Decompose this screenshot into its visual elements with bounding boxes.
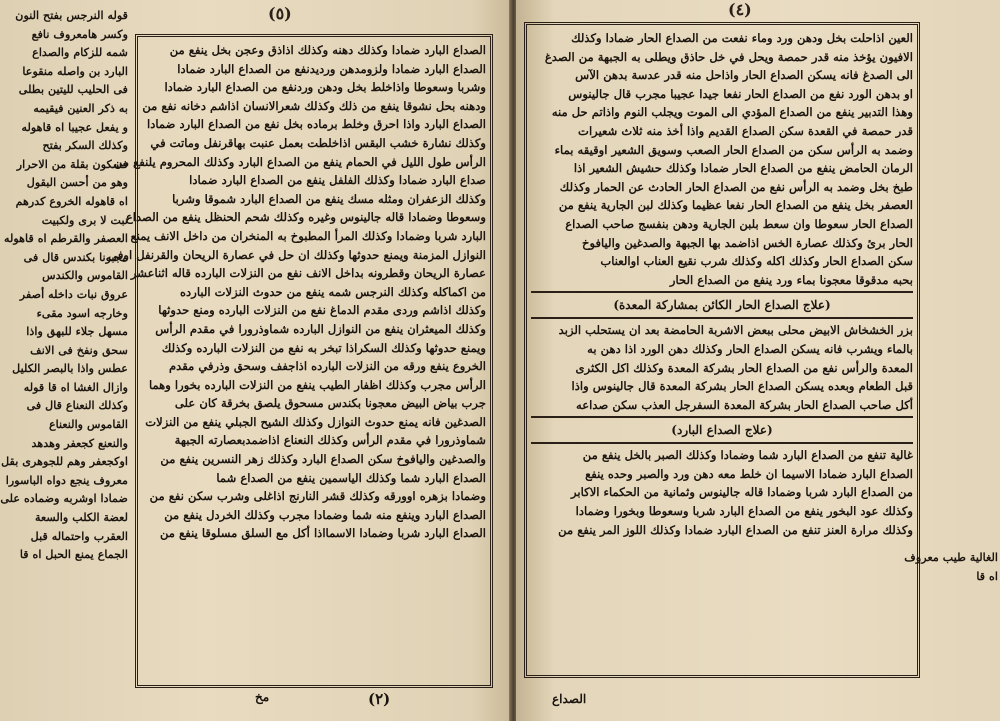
text-line: الرمان الحامض ينفع من الصداع الحار ضمادا وكذلك حشيش الشعير اذا [573,161,913,176]
text-line: البارد شربا وضمادا وكذلك المرأ المطبوخ به المنخران من داخل الانف يمنع [130,228,486,243]
text-line: المعدة والرأس نفع من الصداع الحار بشركة المعدة وكذلك اكل الكثرى [575,360,913,375]
commentary-line: الجماع يمنع الحبل اه قا [19,547,128,562]
section-divider [531,442,913,444]
text-line: شماوذرورا في مقدم الرأس وكذلك النعناع اذاضمدبعصارته الجبهة [174,433,486,448]
commentary-line: اوكجعفر وهم للجوهرى بقل [1,454,128,469]
commentary-line: معروف ينجع دواه الباسورا [5,472,128,487]
text-line: قدر حمصة في القعدة سكن الصداع القديم واذا أخذ منه ثلاث شعيرات [578,123,913,138]
text-line: العين اذاحلت بخل ودهن ورد وماء نفعت من الصداع الحار ضمادا وكذلك [571,31,913,45]
commentary-line: عطس واذا بالبصر الكليل [12,361,128,376]
text-line: العصفر بخل ينفع من الصداع الحار نفعا عظيما وكذلك لبن الجارية ينفع من [558,198,913,213]
commentary-line: القاموس والكندس [42,268,128,283]
text-line: الافيون يؤخذ منه قدر حمصة ويحل في خل حاذق ويطلى به الجبهة من الصدغ [544,49,913,64]
text-line: الصداع البارد شما وكذلك الياسمين ينفع من الصداع شما [216,470,486,485]
commentary-line: سحق ونفخ فى الانف [30,342,128,357]
commentary-line: شمه للزكام والصداع [32,45,128,60]
text-line: او بدهن الورد نفع من الصداع الحار نفعا جيدا عجيبا مجرب قال جالينوس [568,86,913,101]
section-heading: (علاج الصداع البارد) [671,423,773,438]
commentary-line: العقرب واحتماله قبل [30,528,128,543]
margin-note [904,548,998,585]
text-line: الصداع البارد وينفع منه شما وضمادا مجرب وكذلك الخردل ينفع من [164,507,486,522]
text-line: طبخ بخل وضمد به الرأس نفع من الصداع الحار الحادث عن الحمار وكذلك [559,179,913,194]
commentary-line: وازال الغشا اه قا قوله [23,379,128,394]
commentary-line: اه قاهوله الخروع كدرهم [15,193,128,208]
text-line: الحار برئ وكذلك عصارة الخس اذاضمد بها الجبهة والصدغين واليافوخ [581,235,913,250]
text-line: وكذلك مرارة العنز تنفع من الصداع البارد ضمادا وكذلك اللوز المر ينفع من [558,522,913,537]
text-line: وسعوطا وضمادا قاله جالينوس وغيره وكذلك شحم الحنظل ينفع من الصداع [125,210,486,225]
commentary-line: وكسر هامعروف نافع [31,26,128,41]
main-text-frame [108,34,493,688]
commentary-line: قوله النرجس بفتح النون [15,8,128,22]
text-line: وكذلك اذاشم وردى مقدم الدماغ نفع من النزلات البارده ومنع حدوثها [158,303,486,318]
text-block-top [531,29,913,289]
text-block-bottom [531,446,913,539]
text-line: الخروع ينفع ورقه من النزلات البارده اذاجفف وسحق وذرفي مقدم [168,359,486,374]
commentary-line: نبت لا برى ولكبيت [41,212,128,227]
folio-number: (٢) [368,690,391,708]
text-line: الصداع الحار سعوطا وان سعط بلبن الجارية ودهن بنفسج صاحب الصداع [565,216,913,231]
text-line: جرب بياض البيض معجونا بكندس مسحوق يلصق بخرقة كان على [174,396,486,411]
side-commentary [2,6,128,564]
text-line: النوازل المزمنة ويمنع حدوثها وكذلك ان حل في عصارة الريحان والقرنفل اوفى [108,247,486,262]
commentary-line: وكذلك النعناع قال فى [26,398,128,413]
text-line: الصداع البارد ضمادا ولزومدهن ورديدنفع من الصداع البارد ضمادا [177,61,486,76]
text-block-middle [531,321,913,414]
text-line: الى الصدغ فانه يسكن الصداع الحار واذاحل منه قدر عدسة بدهن الآس [575,68,913,83]
text-line: صداع البارد ضمادا وكذلك الفلفل ينفع من الصداع البارد ضمادا [189,173,486,188]
main-text-body [531,29,913,671]
catchword: مخ [255,690,270,704]
text-line: من الصداع البارد شربا وضمادا قاله جالينوس وثمانية من الحكماء الاكابر [571,485,913,500]
commentary-line: العصفر والقرطم اه قاهوله [3,231,128,246]
commentary-line: وكذلك السكر بفتح [42,138,128,153]
text-line: الصداع البارد ضمادا وكذلك دهنه وكذلك اذاذق وعجن بخل ينفع من [169,43,486,57]
section-divider [531,291,913,293]
commentary-line: به ذكر العنين فيقيمه [33,100,128,115]
commentary-line: مسهل جلاء للبهق واذا [26,324,128,339]
text-line: ويمنع حدوثها وكذلك السكراذا تبخر به نفع من النزلات البارده وكذلك [161,340,486,355]
margin-note-line: اه قا [976,568,998,583]
commentary-line: وهو من أحسن البقول [26,175,128,190]
text-line: الرأس طول الليل في الحمام ينفع من الصداع البارد وكذلك المحروم يلنفع من [114,154,486,169]
text-line: وكذلك نشارة خشب البقس اذاخلطت بعمل عنبت بهاقرنفل وماتت في [150,135,486,150]
text-line: وكذلك الميعثران ينفع من النوازل البارده شماوذرورا في مقدم الرأس [155,321,486,336]
section-divider [531,317,913,319]
commentary-line: والنعنع كجعفر وهدهد [31,435,128,450]
commentary-line: ضمادا اوشربه وضماده على [0,491,128,506]
section-divider [531,416,913,418]
commentary-line: البارد بن واصله منقوعا [22,63,128,78]
commentary-line: القاموس والنعناع [48,417,128,432]
text-line: عصارة الريحان وقطرونه بداخل الانف نفع من النزلات البارده قاله اثناعشر [130,266,486,281]
text-line: وضمادا بزهره اوورقه وكذلك قشر النارنج اذاغلى وشرب سكن نفع من [149,489,486,504]
text-line: الصداع البارد ضمادا الاسيما ان خلط معه دهن ورد والصبر وحده ينفع [585,466,913,481]
commentary-line: لعضة الكلب والسعة [35,510,128,525]
page-number: (٥) [268,4,292,23]
text-line: بزر الخشخاش الابيض محلى ببعض الاشربة الحامضة بعد ان يستحلب الزبد [558,323,913,338]
text-line: وضمد به الرأس سكن من الصداع الحار الصعب وسويق الشعير اوقيقه بماء [554,142,913,157]
commentary-line: وخارجه اسود مقىء [36,305,128,320]
text-line: سكن الصداع الحار وكذلك اكله وكذلك شرب نقيع العناب اوالعناب [600,254,913,269]
page-number: (٤) [728,0,752,19]
commentary-line: فى الحليب لليتين بطلى [18,82,128,97]
text-line: قبل الطعام وبعده يسكن الصداع الحار بشركة المعدة قال جالينوس واذا [571,379,913,394]
catchword: الصداع [552,692,587,706]
text-line: غالية تنفع من الصداع البارد شما وضمادا وكذلك الصبر بالخل ينفع من [582,448,913,463]
text-line: الصداع البارد واذا احرق وخلط برماده بخل نفع من الصداع البارد ضمادا [146,117,486,132]
commentary-line: مجبونا بكندس قال فى [23,249,128,264]
text-line: من اكماكله وكذلك النرجس شمه ينفع من حدوث النزلات البارده [179,284,486,299]
text-line: الصداع البارد شربا وضمادا الاسمااذا أكل مع السلق مسلوقا ينفع من [159,526,486,541]
text-line: وكذلك الزعفران ومثله مسك ينفع من الصداع البارد شموقا وشربا [172,191,486,206]
text-line: وشربا وسعوطا واذاخلط بخل ودهن وردنفع من الصداع البارد ضمادا [164,80,486,95]
main-text-body [108,41,486,681]
text-line: ودهنه بحل نشوقا ينفع من ذلك وكذلك شعرالانسان اذاشم دخانه نفع من [142,98,486,113]
section-heading: (علاج الصداع الحار الكائن بمشاركة المعدة) [613,298,831,313]
text-line: بالماء ويشرب فانه يسكن الصداع الحار وكذلك دهن الورد اذا دهن به [587,341,913,356]
commentary-line: و يفعل عجيبا اه قاهوله [21,119,128,134]
text-line: الصدغين فانه يمنع حدوث النوازل وكذلك الشيح الجبلي ينفع من النزلات [145,414,486,429]
text-line: والصدغين واليافوخ سكن الصداع البارد وكذلك زهر النسرين ينفع من [160,452,486,467]
text-line: أكل صاحب الصداع الحار بشركة المعدة السفرجل العذب سكن صداعه [576,397,913,412]
text-line: الرأس مجرب وكذلك اظفار الطيب ينفع من النزلات البارده بخورا وهما [148,377,486,392]
main-text-frame [524,22,920,678]
right-page [516,0,1000,721]
text-line: بحبه مدقوقا معجونا بماء ورد ينفع من الصداع الحار [669,272,913,287]
text-line: وكذلك عود البخور ينفع من الصداع البارد شربا وسعوطا وبخورا وضمادا [575,504,913,519]
commentary-line: فسكون بقلة من الاحرار [16,156,128,171]
commentary-line: عروق نبات داخله أصفر [19,286,128,301]
text-line: وهذا التدبير ينفع من الصداع المؤدي الى الموت ويجلب النوم واذاتم حل منه [551,105,913,120]
margin-note-line: الغالية طيب معروف [904,550,998,564]
